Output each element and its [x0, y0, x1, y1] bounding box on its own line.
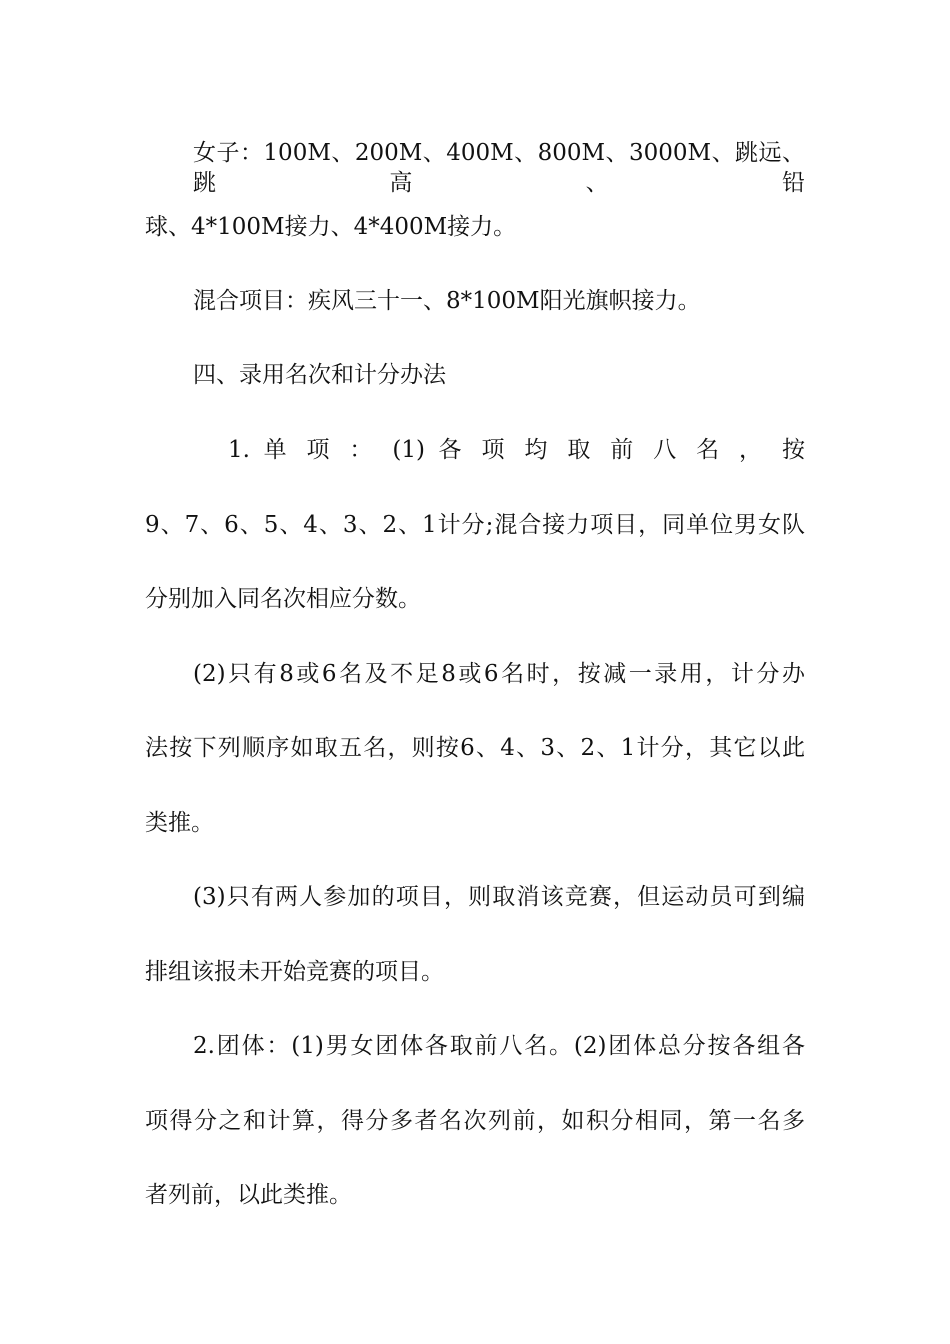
individual-rule-heading: 1. 单 项 ： (1) 各 项 均 取 前 八 名 ， 按: [228, 437, 805, 463]
mixed-events-line: 混合项目：疾风三十一、8*100M阳光旗帜接力。: [193, 288, 701, 314]
paragraph-line: 项得分之和计算，得分多者名次列前，如积分相同，第一名多: [145, 1108, 805, 1134]
team-rule-line: 2.团体：(1)男女团体各取前八名。(2)团体总分按各组各: [193, 1033, 805, 1059]
paragraph-line: (3)只有两人参加的项目，则取消该竞赛，但运动员可到编: [193, 884, 805, 910]
paragraph-line: 9、7、6、5、4、3、2、1计分;混合接力项目，同单位男女队: [145, 512, 805, 538]
womens-events-line: 女子：100M、200M、400M、800M、3000M、跳远、跳高、铅: [193, 140, 805, 196]
paragraph-line: 法按下列顺序如取五名，则按6、4、3、2、1计分，其它以此: [145, 735, 805, 761]
womens-events-line-cont: 球、4*100M接力、4*400M接力。: [145, 214, 517, 240]
paragraph-line: 者列前，以此类推。: [145, 1182, 352, 1208]
section-heading-ranking-scoring: 四、录用名次和计分办法: [193, 362, 446, 388]
paragraph-line: (2)只有8或6名及不足8或6名时，按减一录用，计分办: [193, 661, 805, 687]
paragraph-line: 类推。: [145, 810, 214, 836]
paragraph-line: 排组该报未开始竞赛的项目。: [145, 959, 444, 985]
paragraph-line: 分别加入同名次相应分数。: [145, 586, 421, 612]
